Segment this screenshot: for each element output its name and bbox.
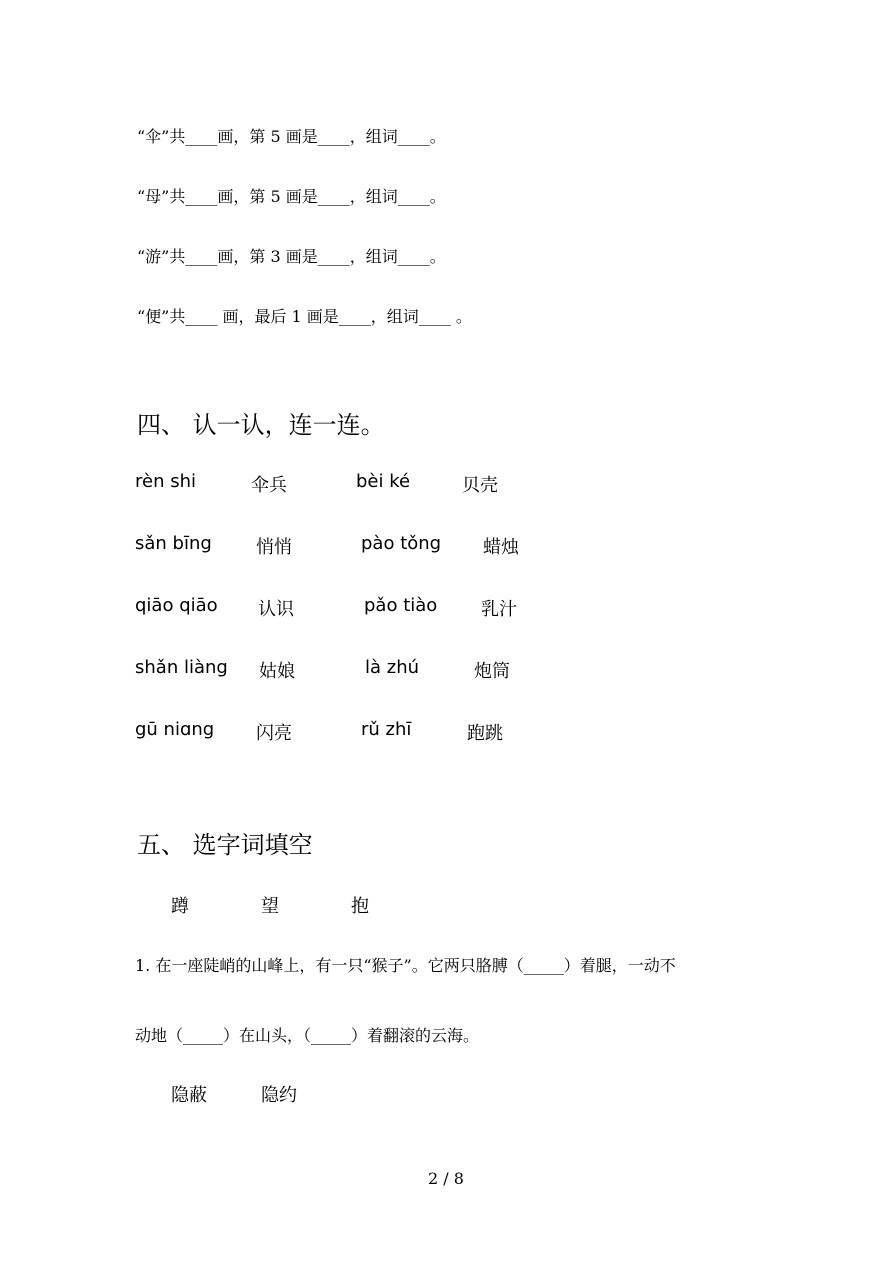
- stroke-question-4: “便”共____ 画，最后 1 画是____，组词____ 。: [137, 307, 472, 326]
- pinyin-left: rèn shi: [135, 471, 196, 492]
- word-right: 贝壳: [462, 475, 498, 496]
- word-right: 蜡烛: [483, 537, 519, 558]
- stroke-question-3: “游”共____画，第 3 画是____，组词____。: [137, 247, 446, 266]
- pinyin-left: qiāo qiāo: [135, 595, 218, 616]
- word-right: 炮筒: [474, 661, 510, 682]
- option-word: 望: [261, 896, 279, 917]
- pinyin-right: bèi ké: [356, 471, 411, 492]
- pinyin-left: gū niɑng: [135, 719, 215, 740]
- pinyin-left: shǎn liàng: [135, 657, 228, 678]
- stroke-question-2: “母”共____画，第 5 画是____，组词____。: [137, 187, 446, 206]
- word-left: 悄悄: [256, 537, 292, 558]
- stroke-question-1: “伞”共____画，第 5 画是____，组词____。: [137, 127, 446, 146]
- section-5-title: 五、 选字词填空: [137, 831, 313, 859]
- word-right: 乳汁: [481, 599, 517, 620]
- word-right: 跑跳: [467, 723, 503, 744]
- pinyin-right: pǎo tiào: [364, 595, 438, 616]
- page-number: 2 / 8: [428, 1169, 464, 1188]
- pinyin-right: rǔ zhī: [361, 719, 412, 740]
- option-word: 隐蔽: [171, 1085, 207, 1106]
- section-4-title: 四、 认一认，连一连。: [137, 411, 385, 439]
- option-word: 蹲: [171, 896, 189, 917]
- pinyin-right: pào tǒng: [361, 533, 442, 554]
- question-1-line-1: 1. 在一座陡峭的山峰上，有一只“猴子”。它两只胳膊（_____）着腿，一动不: [135, 956, 676, 975]
- word-left: 闪亮: [256, 723, 292, 744]
- word-left: 姑娘: [259, 661, 295, 682]
- word-left: 伞兵: [251, 475, 287, 496]
- pinyin-left: sǎn bīng: [135, 533, 212, 554]
- question-1-line-2: 动地（_____）在山头，（_____）着翻滚的云海。: [135, 1026, 480, 1045]
- word-left: 认识: [258, 599, 294, 620]
- pinyin-right: là zhú: [365, 657, 420, 678]
- option-word: 抱: [351, 896, 369, 917]
- option-word: 隐约: [261, 1085, 297, 1106]
